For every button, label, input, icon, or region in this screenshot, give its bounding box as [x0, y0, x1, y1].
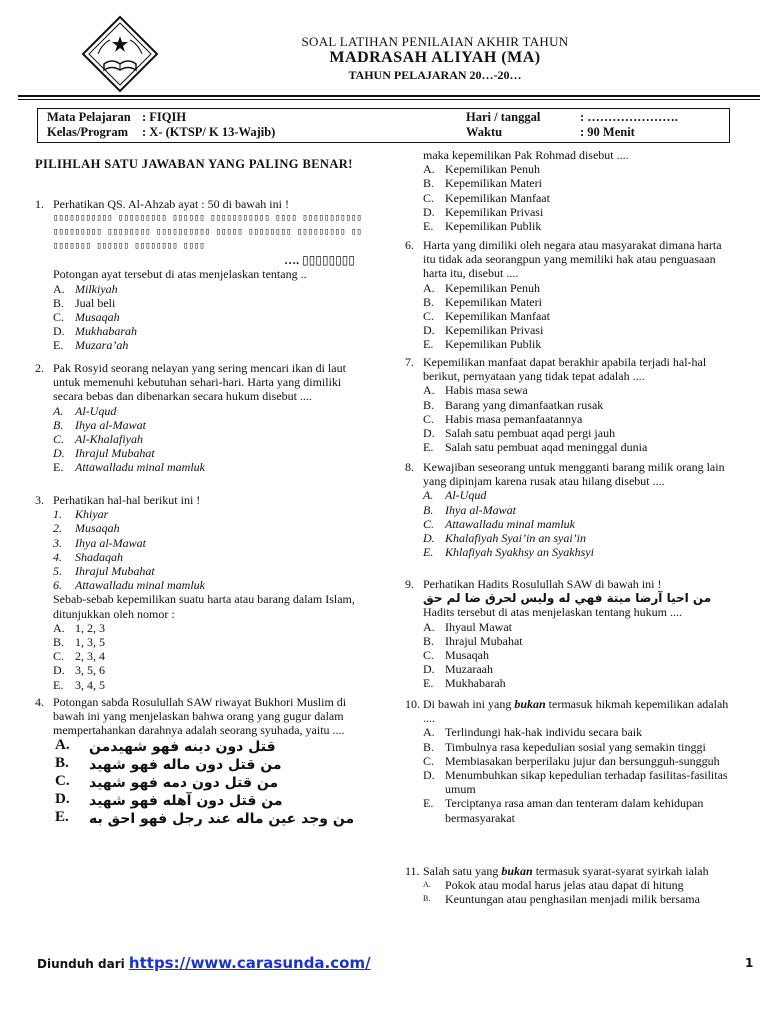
- option-text: من قتل دون دمه فهو شهيد: [89, 774, 279, 791]
- option-letter: A.: [53, 403, 64, 418]
- option-text: Al-Khalafiyah: [75, 432, 143, 447]
- option-c: [423, 412, 735, 426]
- option-letter: D.: [423, 426, 435, 441]
- option-letter: D.: [423, 531, 435, 546]
- option-text: Keuntungan atau penghasilan menjadi milik bersama: [445, 892, 700, 907]
- option-c: [53, 310, 365, 324]
- option-d: [423, 205, 743, 219]
- option-b: [423, 398, 735, 412]
- quran-verse-end: …. ▯▯▯▯▯▯▯▯: [284, 253, 355, 268]
- question-9: [405, 577, 735, 691]
- option-text: Mukhabarah: [75, 324, 137, 339]
- option-letter: D.: [423, 768, 435, 783]
- madrasah-logo: [80, 14, 160, 94]
- question-stem: Sebab-sebab kepemilikan suatu harta atau barang dalam Islam, ditunjukkan oleh nomor :: [53, 592, 355, 621]
- question-number: 2.: [35, 361, 44, 375]
- option-letter: A.: [55, 736, 70, 753]
- option-a: [423, 488, 735, 502]
- option-letter: A.: [423, 488, 434, 503]
- option-letter: D.: [53, 324, 65, 339]
- question-number: 9.: [405, 577, 414, 591]
- list-item: [53, 521, 365, 535]
- list-item: [53, 578, 365, 592]
- kelas-label: Kelas/Program: [47, 125, 128, 139]
- option-a: [423, 162, 743, 176]
- option-d: [423, 662, 735, 676]
- option-text: Salah satu pembuat aqad pergi jauh: [445, 426, 616, 441]
- option-letter: D.: [53, 663, 65, 678]
- option-text: Attawalladu minal mamluk: [75, 460, 205, 475]
- option-c: [423, 754, 735, 768]
- option-text: Ihrajul Mubahat: [75, 446, 155, 461]
- option-text: من قتل دون ماله فهو شهيد: [89, 756, 282, 773]
- option-text: Kepemilikan Manfaat: [445, 190, 550, 205]
- item-number: 5.: [53, 564, 62, 579]
- option-letter: A.: [423, 162, 435, 177]
- option-text: Kepemilikan Privasi: [445, 204, 544, 219]
- option-a: [423, 878, 735, 892]
- hari-value: : ………………….: [580, 110, 678, 124]
- option-letter: A.: [53, 620, 65, 635]
- question-text: [423, 864, 735, 878]
- hadith-text: من احيا آرضا ميتة فهي له وليس لحرق ضا لم حق: [423, 591, 712, 606]
- question-2: [35, 361, 365, 475]
- mapel-label: Mata Pelajaran: [47, 110, 131, 124]
- option-text: 2, 3, 4: [75, 649, 105, 664]
- option-text: Muzara’ah: [75, 338, 129, 353]
- question-5-continued: [423, 148, 743, 233]
- option-text: Musaqah: [445, 648, 489, 663]
- question-emphasis: bukan: [514, 697, 546, 711]
- header-rule: [18, 95, 760, 97]
- header-year: TAHUN PELAJARAN 20…-20…: [348, 68, 522, 82]
- waktu-label: Waktu: [466, 125, 503, 139]
- quran-verse-text: ▯▯▯▯▯▯▯▯▯▯▯ ▯▯▯▯▯▯▯▯▯ ▯▯▯▯▯▯ ▯▯▯▯▯▯▯▯▯▯▯ ▯▯▯▯ ▯▯▯▯▯▯▯▯▯▯▯ ▯▯▯▯▯▯▯▯▯ ▯▯▯▯▯▯▯▯ ▯▯▯▯▯▯▯▯▯▯ ▯▯▯▯▯ ▯▯▯▯▯▯▯▯ ▯▯▯▯▯▯▯▯▯ ▯▯▯▯▯▯▯▯▯ ▯▯▯▯▯▯ ▯▯▯▯▯▯▯▯ ▯▯▯▯: [53, 213, 362, 252]
- option-e: [53, 678, 365, 692]
- option-letter: E.: [53, 677, 64, 692]
- option-letter: B.: [53, 635, 65, 650]
- item-text: Musaqah: [75, 521, 120, 536]
- option-letter: B.: [55, 754, 69, 771]
- question-number: 10.: [405, 697, 420, 711]
- option-letter: C.: [423, 190, 435, 205]
- question-number: 7.: [405, 355, 414, 369]
- item-number: 4.: [53, 549, 62, 564]
- option-letter: B.: [423, 894, 431, 904]
- option-letter: C.: [423, 753, 435, 768]
- option-letter: B.: [423, 739, 435, 754]
- question-3: [35, 493, 365, 692]
- instruction: PILIHLAH SATU JAWABAN YANG PALING BENAR!: [35, 157, 353, 171]
- option-letter: E.: [423, 337, 434, 352]
- option-letter: E.: [423, 796, 434, 811]
- option-text: Khlafiyah Syakhsy an Syakhsyi: [445, 545, 594, 560]
- question-7: [405, 355, 735, 454]
- option-text: Kepemilikan Publik: [445, 337, 542, 352]
- option-b: [423, 176, 743, 190]
- question-1: [35, 197, 365, 353]
- option-letter: A.: [53, 281, 65, 296]
- item-number: 2.: [53, 521, 62, 536]
- option-text: Terciptanya rasa aman dan tenteram dalam kehidupan bermasyarakat: [445, 796, 704, 825]
- option-d: [423, 323, 735, 337]
- option-a: [53, 282, 365, 296]
- option-letter: D.: [53, 446, 65, 461]
- option-c: [423, 191, 743, 205]
- option-text: Khalafiyah Syai’in an syai’in: [445, 531, 586, 546]
- question-text-pre: Di bawah ini yang: [423, 697, 515, 711]
- option-letter: A.: [423, 280, 435, 295]
- question-4: [35, 695, 365, 828]
- option-c: [423, 309, 735, 323]
- option-b: [53, 418, 365, 432]
- option-text: Jual beli: [75, 295, 116, 310]
- list-item: [53, 564, 365, 578]
- option-e: [423, 545, 735, 559]
- option-text: 1, 2, 3: [75, 620, 105, 635]
- option-e: [423, 440, 735, 454]
- item-number: 6.: [53, 578, 62, 593]
- option-letter: C.: [423, 648, 435, 663]
- question-text: Potongan sabda Rosulullah SAW riwayat Bukhori Muslim di bawah ini yang menjelaskan bahwa orang yang gugur dalam mempertahankan darahnya adalah seorang syuhada, yaitu ....: [53, 695, 347, 738]
- option-b: [53, 296, 365, 310]
- question-text-post: termasuk syarat-syarat syirkah ialah: [532, 864, 709, 878]
- option-text: Al-Uqud: [445, 488, 487, 503]
- option-letter: A.: [423, 383, 435, 398]
- option-d: [423, 768, 735, 796]
- option-text: Milkiyah: [75, 281, 118, 296]
- option-text: Ihya al-Mawat: [75, 417, 146, 432]
- option-letter: E.: [423, 440, 434, 455]
- question-number: 6.: [405, 238, 414, 252]
- option-a: [423, 725, 735, 739]
- option-b: [423, 892, 735, 906]
- option-text: Mukhabarah: [445, 676, 506, 691]
- question-number: 8.: [405, 460, 414, 474]
- option-letter: C.: [55, 772, 70, 789]
- option-letter: C.: [423, 309, 435, 324]
- option-text: Kepemilikan Publik: [445, 219, 542, 234]
- option-a: [53, 738, 365, 756]
- option-c: [423, 648, 735, 662]
- option-text: Habis masa sewa: [445, 383, 528, 398]
- option-letter: B.: [423, 502, 434, 517]
- option-a: [423, 281, 735, 295]
- option-e: [53, 338, 365, 352]
- option-text: 3, 4, 5: [75, 677, 105, 692]
- header-school: MADRASAH ALIYAH (MA): [329, 49, 541, 66]
- option-text: قتل دون دينه فهو شهيدمن: [89, 738, 276, 755]
- question-text: maka kepemilikan Pak Rohmad disebut ....: [423, 148, 629, 162]
- option-letter: E.: [55, 808, 69, 825]
- mapel-value: : FIQIH: [142, 110, 187, 124]
- item-text: Shadaqah: [75, 549, 123, 564]
- option-letter: A.: [423, 725, 435, 740]
- option-c: [53, 432, 365, 446]
- option-letter: C.: [53, 310, 65, 325]
- source-link[interactable]: https://www.carasunda.com/: [128, 954, 371, 972]
- option-e: [423, 337, 735, 351]
- option-text: 3, 5, 6: [75, 663, 105, 678]
- option-text: Attawalladu minal mamluk: [445, 516, 575, 531]
- option-text: من وجد عين ماله عند رجل فهو احق به: [89, 810, 355, 827]
- question-stem: Potongan ayat tersebut di atas menjelaskan tentang ..: [53, 267, 307, 282]
- option-text: Al-Uqud: [75, 403, 117, 418]
- option-d: [53, 663, 365, 677]
- option-a: [53, 404, 365, 418]
- option-text: Membiasakan berperilaku jujur dan bersungguh-sungguh: [445, 753, 720, 768]
- list-item: [53, 507, 365, 521]
- question-text: Harta yang dimiliki oleh negara atau masyarakat dimana harta itu tidak ada seorangpun yang memiliki hak atau penguasaan harta itu, disebut ....: [423, 238, 722, 281]
- option-a: [53, 621, 365, 635]
- question-emphasis: bukan: [501, 864, 533, 878]
- kelas-value: : X- (KTSP/ K 13-Wajib): [142, 125, 276, 139]
- option-text: Timbulnya rasa kepedulian sosial yang semakin tinggi: [445, 739, 706, 754]
- question-number: 4.: [35, 695, 44, 709]
- header-line-1: SOAL LATIHAN PENILAIAN AKHIR TAHUN: [301, 34, 569, 49]
- option-a: [423, 620, 735, 634]
- option-letter: E.: [423, 676, 434, 691]
- question-text: Kepemilikan manfaat dapat berakhir apabila terjadi hal-hal berikut, pernyataan yang tidak tepat adalah ....: [423, 355, 707, 384]
- question-text: [423, 697, 735, 725]
- option-text: Barang yang dimanfaatkan rusak: [445, 397, 604, 412]
- option-b: [423, 295, 735, 309]
- option-letter: D.: [423, 662, 435, 677]
- option-text: Kepemilikan Materi: [445, 294, 542, 309]
- item-text: Khiyar: [75, 507, 109, 522]
- option-d: [53, 446, 365, 460]
- option-e: [423, 796, 735, 824]
- option-text: Terlindungi hak-hak individu secara baik: [445, 725, 643, 740]
- option-letter: B.: [423, 633, 435, 648]
- question-stem: Hadits tersebut di atas menjelaskan tentang hukum ....: [423, 605, 682, 620]
- option-e: [423, 219, 743, 233]
- footer-prefix: Diunduh dari: [37, 957, 129, 971]
- option-b: [53, 635, 365, 649]
- waktu-value: : 90 Menit: [580, 125, 635, 139]
- header-rule-thin: [18, 99, 760, 100]
- question-8: [405, 460, 735, 559]
- list-item: [53, 536, 365, 550]
- footer-source: [37, 954, 371, 972]
- option-letter: B.: [53, 417, 64, 432]
- option-letter: C.: [423, 516, 435, 531]
- option-text: Kepemilikan Manfaat: [445, 309, 550, 324]
- option-b: [53, 756, 365, 774]
- question-text: Perhatikan QS. Al-Ahzab ayat : 50 di bawah ini !: [53, 197, 289, 211]
- option-letter: C.: [53, 649, 65, 664]
- question-text: Perhatikan Hadits Rosulullah SAW di bawah ini !: [423, 577, 662, 591]
- option-text: Salah satu pembuat aqad meninggal dunia: [445, 440, 648, 455]
- option-text: 1, 3, 5: [75, 635, 105, 650]
- option-letter: D.: [423, 323, 435, 338]
- item-text: Ihrajul Mubahat: [75, 564, 155, 579]
- option-letter: B.: [423, 397, 435, 412]
- option-letter: B.: [423, 294, 435, 309]
- question-11: [405, 864, 735, 907]
- option-b: [423, 634, 735, 648]
- question-number: 3.: [35, 493, 44, 507]
- option-text: Ihyaul Mawat: [445, 619, 512, 634]
- option-d: [423, 426, 735, 440]
- option-letter: E.: [53, 338, 64, 353]
- option-e: [53, 460, 365, 474]
- option-text: Kepemilikan Privasi: [445, 323, 544, 338]
- option-letter: A.: [423, 619, 435, 634]
- option-letter: C.: [53, 432, 65, 447]
- option-letter: C.: [423, 411, 435, 426]
- option-text: Ihya al-Mawat: [445, 502, 516, 517]
- option-c: [53, 649, 365, 663]
- option-text: Pokok atau modal harus jelas atau dapat di hitung: [445, 878, 684, 893]
- option-letter: E.: [423, 219, 434, 234]
- option-d: [53, 324, 365, 338]
- item-text: Attawalladu minal mamluk: [75, 578, 205, 593]
- option-text: Muzaraah: [445, 662, 493, 677]
- option-letter: D.: [55, 790, 70, 807]
- question-text-pre: Salah satu yang: [423, 864, 502, 878]
- question-6: [405, 238, 735, 352]
- option-e: [423, 676, 735, 690]
- option-letter: B.: [423, 176, 435, 191]
- option-letter: E.: [53, 460, 64, 475]
- question-10: [405, 697, 735, 825]
- option-d: [53, 792, 365, 810]
- question-text-post: termasuk hikmah kepemilikan adalah ....: [423, 697, 729, 726]
- list-item: [53, 550, 365, 564]
- question-number: 1.: [35, 197, 44, 211]
- question-number: 11.: [405, 864, 420, 878]
- item-number: 3.: [53, 535, 62, 550]
- option-c: [423, 517, 735, 531]
- option-text: Ihrajul Mubahat: [445, 633, 523, 648]
- hari-label: Hari / tanggal: [466, 110, 541, 124]
- option-text: Kepemilikan Materi: [445, 176, 542, 191]
- option-d: [423, 531, 735, 545]
- option-text: Kepemilikan Penuh: [445, 280, 540, 295]
- option-text: Kepemilikan Penuh: [445, 162, 540, 177]
- item-text: Ihya al-Mawat: [75, 535, 146, 550]
- option-b: [423, 740, 735, 754]
- page-number: 1: [745, 956, 754, 970]
- option-text: Musaqah: [75, 310, 120, 325]
- option-letter: A.: [423, 880, 431, 890]
- option-text: Habis masa pemanfaatannya: [445, 411, 583, 426]
- option-letter: B.: [53, 295, 65, 310]
- option-text: من قتل دون آهله فهو شهيد: [89, 792, 283, 809]
- option-c: [53, 774, 365, 792]
- option-a: [423, 383, 735, 397]
- option-b: [423, 503, 735, 517]
- question-text: Pak Rosyid seorang nelayan yang sering mencari ikan di laut untuk memenuhi kebutuhan sehari-hari. Harta yang dimiliki secara bebas dan dibenarkan secara hukum disebut ....: [53, 361, 346, 404]
- option-letter: D.: [423, 204, 435, 219]
- option-e: [53, 810, 365, 828]
- option-text: Menumbuhkan sikap kepedulian terhadap fasilitas-fasilitas umum: [445, 768, 728, 797]
- option-letter: E.: [423, 545, 434, 560]
- question-text: Kewajiban seseorang untuk mengganti barang milik orang lain yang dipinjam karena rusak atau hilang disebut ....: [423, 460, 725, 489]
- item-number: 1.: [53, 507, 62, 522]
- question-text: Perhatikan hal-hal berikut ini !: [53, 493, 201, 507]
